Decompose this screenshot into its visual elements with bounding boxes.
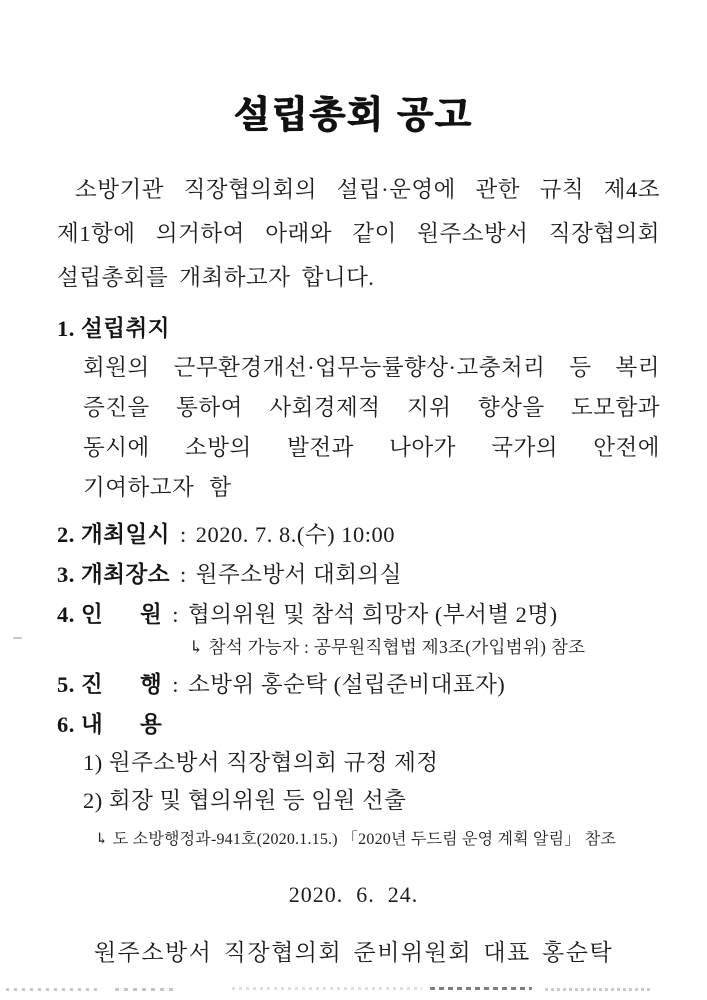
document-date: 2020. 6. 24. xyxy=(288,882,419,907)
scan-artifact-line xyxy=(430,987,532,990)
scan-artifact-line xyxy=(232,987,422,990)
list-item-host xyxy=(57,672,660,698)
item-separator: : xyxy=(172,602,179,627)
item-label: 6. 내 용 xyxy=(57,712,163,737)
reference-footnote: ↳ 도 소방행정과-941호(2020.1.15.) 「2020년 두드림 운영 계획 알림」 참조 xyxy=(95,831,617,848)
signature-line: 원주소방서 직장협의회 준비위원회 대표 홍순탁 xyxy=(93,940,614,965)
item-label: 2. 개최일시 xyxy=(57,522,170,547)
scan-artifact-line xyxy=(115,988,177,991)
list-item-purpose xyxy=(57,316,660,342)
agenda-list xyxy=(57,316,660,850)
item-value: 협의위원 및 참석 희망자 (부서별 2명) xyxy=(188,602,558,627)
item-label: 1. 설립취지 xyxy=(57,316,170,341)
document-title: 설립총회 공고 xyxy=(234,94,473,135)
item-separator: : xyxy=(172,672,179,697)
list-item-contents xyxy=(57,712,660,738)
item-value: 소방위 홍순탁 (설립준비대표자) xyxy=(188,672,506,697)
scan-artifact-line xyxy=(545,988,653,991)
list-item-place xyxy=(57,562,660,588)
contents-sub-item-1: 1) 원주소방서 직장협의회 규정 제정 xyxy=(83,750,439,775)
list-item-datetime xyxy=(57,522,660,548)
item-separator: : xyxy=(179,562,187,587)
item-label: 4. 인 원 xyxy=(57,602,163,627)
intro-paragraph: 소방기관 직장협의회의 설립·운영에 관한 규칙 제4조 제1항에 의거하여 아래와 같이 원주소방서 직장협의회 설립총회를 개최하고자 합니다. xyxy=(57,177,660,290)
scan-speck xyxy=(13,637,22,639)
attendees-note: ↳ 참석 가능자 : 공무원직협법 제3조(가입범위) 참조 xyxy=(189,637,586,657)
list-item-attendees xyxy=(57,602,660,628)
item-value: 원주소방서 대회의실 xyxy=(195,562,402,587)
contents-sub-item-2: 2) 회장 및 협의위원 등 임원 선출 xyxy=(83,788,407,813)
item-label: 5. 진 행 xyxy=(57,672,163,697)
scan-artifact-line xyxy=(6,988,102,991)
item-label: 3. 개최장소 xyxy=(57,562,170,587)
item-separator: : xyxy=(179,522,187,547)
item-value: 2020. 7. 8.(수) 10:00 xyxy=(195,522,395,547)
purpose-body: 회원의 근무환경개선·업무능률향상·고충처리 등 복리 증진을 통하여 사회경제적 지위 향상을 도모함과 동시에 소방의 발전과 나아가 국가의 안전에 기여하고자 함 xyxy=(83,355,660,500)
